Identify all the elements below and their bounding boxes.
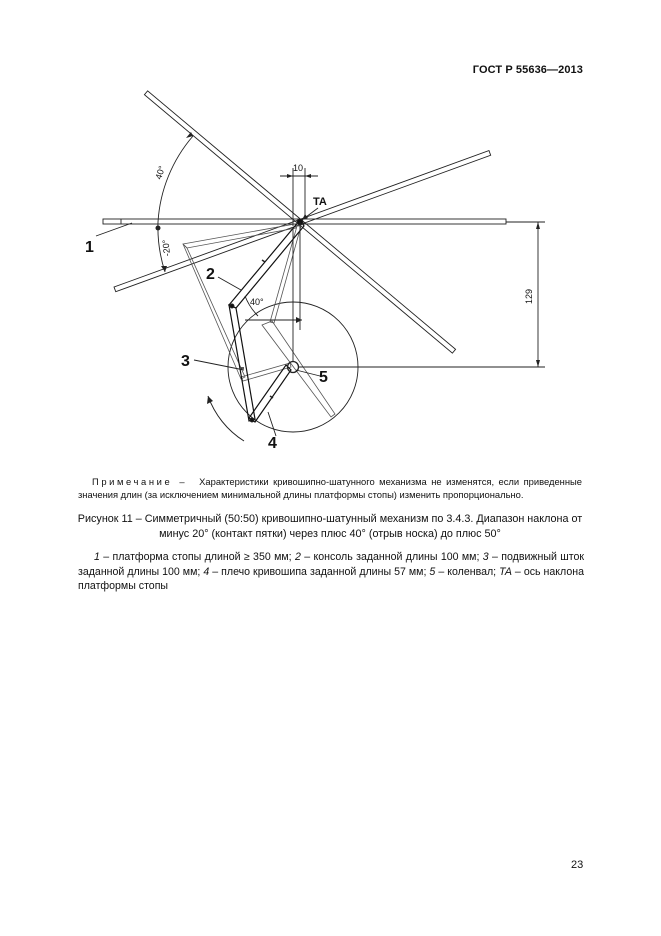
dim-10: 10 (293, 163, 304, 173)
legend-text-2: – консоль заданной длины 100 мм; (300, 551, 483, 563)
ta-label: TA (313, 196, 327, 208)
document-header: ГОСТ Р 55636—2013 (472, 64, 583, 76)
angle-40-top: 40° (153, 164, 168, 181)
caption-line-1: Рисунок 11 – Симметричный (50:50) кривошипно-шатунный механизм по 3.4.3. Диапазон наклона от (77, 513, 583, 525)
crank-arm (249, 365, 291, 422)
label-4: 4 (268, 435, 277, 452)
legend-text-3: – подвижный шток заданной длины 100 мм; (78, 551, 584, 578)
angle-minus20: -20° (160, 239, 172, 257)
legend-text-1: – платформа стопы длиной ≥ 350 мм; (99, 551, 295, 563)
label-5: 5 (319, 369, 328, 386)
legend-num-4: 4 (203, 565, 210, 578)
caption-line-2: минус 20° (контакт пятки) через плюс 40° (отрыв носка) до плюс 50° (159, 528, 501, 540)
legend-text-5: – коленвал; (435, 565, 500, 578)
piston-rod (229, 305, 255, 421)
dim-129: 129 (524, 288, 534, 304)
figure-legend (78, 550, 584, 594)
note-label: Примечание – (92, 476, 188, 487)
legend-num-3: 3 (482, 551, 489, 563)
legend-text-4: – плечо кривошипа заданной длины 57 мм; (209, 565, 430, 578)
legend-num-5: 5 (429, 565, 436, 578)
label-1: 1 (85, 239, 94, 256)
legend-num-1: 1 (94, 551, 100, 563)
note-text: Характеристики кривошипно-шатунного механизма не изменятся, если приведенные значения длин (за исключением минимальной длины платформы стопы) изменить пропорционально. (78, 476, 582, 500)
label-2: 2 (206, 266, 215, 283)
legend-ta: TA (499, 565, 512, 578)
figure-note (78, 475, 582, 501)
page-number: 23 (571, 859, 584, 871)
legend-num-2: 2 (294, 551, 301, 563)
crankshaft-joint (288, 362, 299, 373)
legend-text-ta: – ось наклона платформы стопы (78, 565, 584, 593)
angle-40-inner: 40° (250, 297, 264, 307)
label-3: 3 (181, 353, 190, 370)
figure-caption (56, 512, 604, 542)
